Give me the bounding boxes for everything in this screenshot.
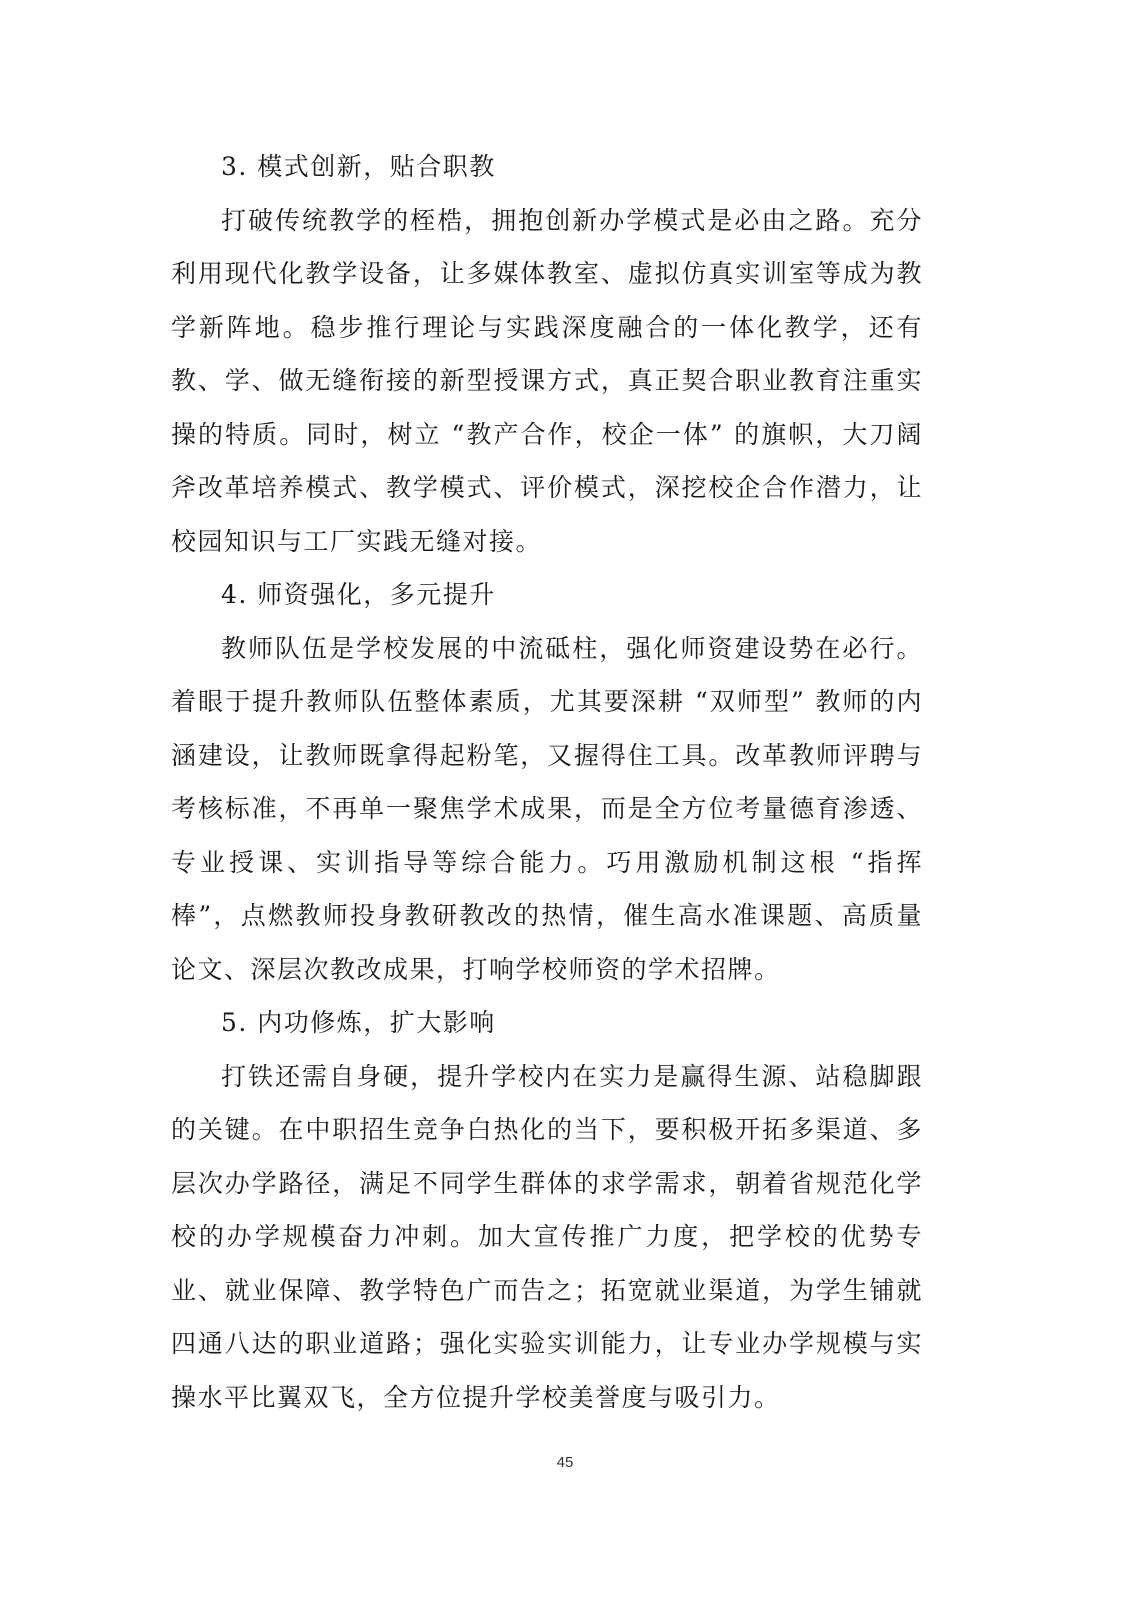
page-number: 45 xyxy=(556,1454,574,1471)
section-heading-4: 4. 师资强化，多元提升 xyxy=(221,580,496,609)
section-heading-5: 5. 内功修炼，扩大影响 xyxy=(221,1008,496,1037)
section-paragraph-3: 打破传统教学的桎梏，拥抱创新办学模式是必由之路。充分利用现代化教学设备，让多媒体教室、虚拟仿真实训室等成为教学新阵地。稳步推行理论与实践深度融合的一体化教学，还有教、学、做无缝衔接的新型授课方式，真正契合职业教育注重实操的特质。同时，树立 “教产合作，校企一体” 的旗帜，大刀阔斧改革培养模式、教学模式、评价模式，深挖校企合作潜力，让校园知识与工厂实践无缝对接。 xyxy=(171,205,923,556)
body-text xyxy=(171,140,923,1424)
section-paragraph-4: 教师队伍是学校发展的中流砥柱，强化师资建设势在必行。着眼于提升教师队伍整体素质，尤其要深耕 “双师型” 教师的内涵建设，让教师既拿得起粉笔，又握得住工具。改革教师评聘与考核标准，不再单一聚焦学术成果，而是全方位考量德育渗透、专业授课、实训指导等综合能力。巧用激励机制这根 “指挥棒”，点燃教师投身教研教改的热情，催生高水准课题、高质量论文、深层次教改成果，打响学校师资的学术招牌。 xyxy=(171,633,923,984)
section-heading-3: 3. 模式创新，贴合职教 xyxy=(221,152,496,181)
section-paragraph-5: 打铁还需自身硬，提升学校内在实力是赢得生源、站稳脚跟的关键。在中职招生竞争白热化的当下，要积极开拓多渠道、多层次办学路径，满足不同学生群体的求学需求，朝着省规范化学校的办学规模奋力冲刺。加大宣传推广力度，把学校的优势专业、就业保障、教学特色广而告之；拓宽就业渠道，为学生铺就四通八达的职业道路；强化实验实训能力，让专业办学规模与实操水平比翼双飞，全方位提升学校美誉度与吸引力。 xyxy=(171,1061,923,1412)
